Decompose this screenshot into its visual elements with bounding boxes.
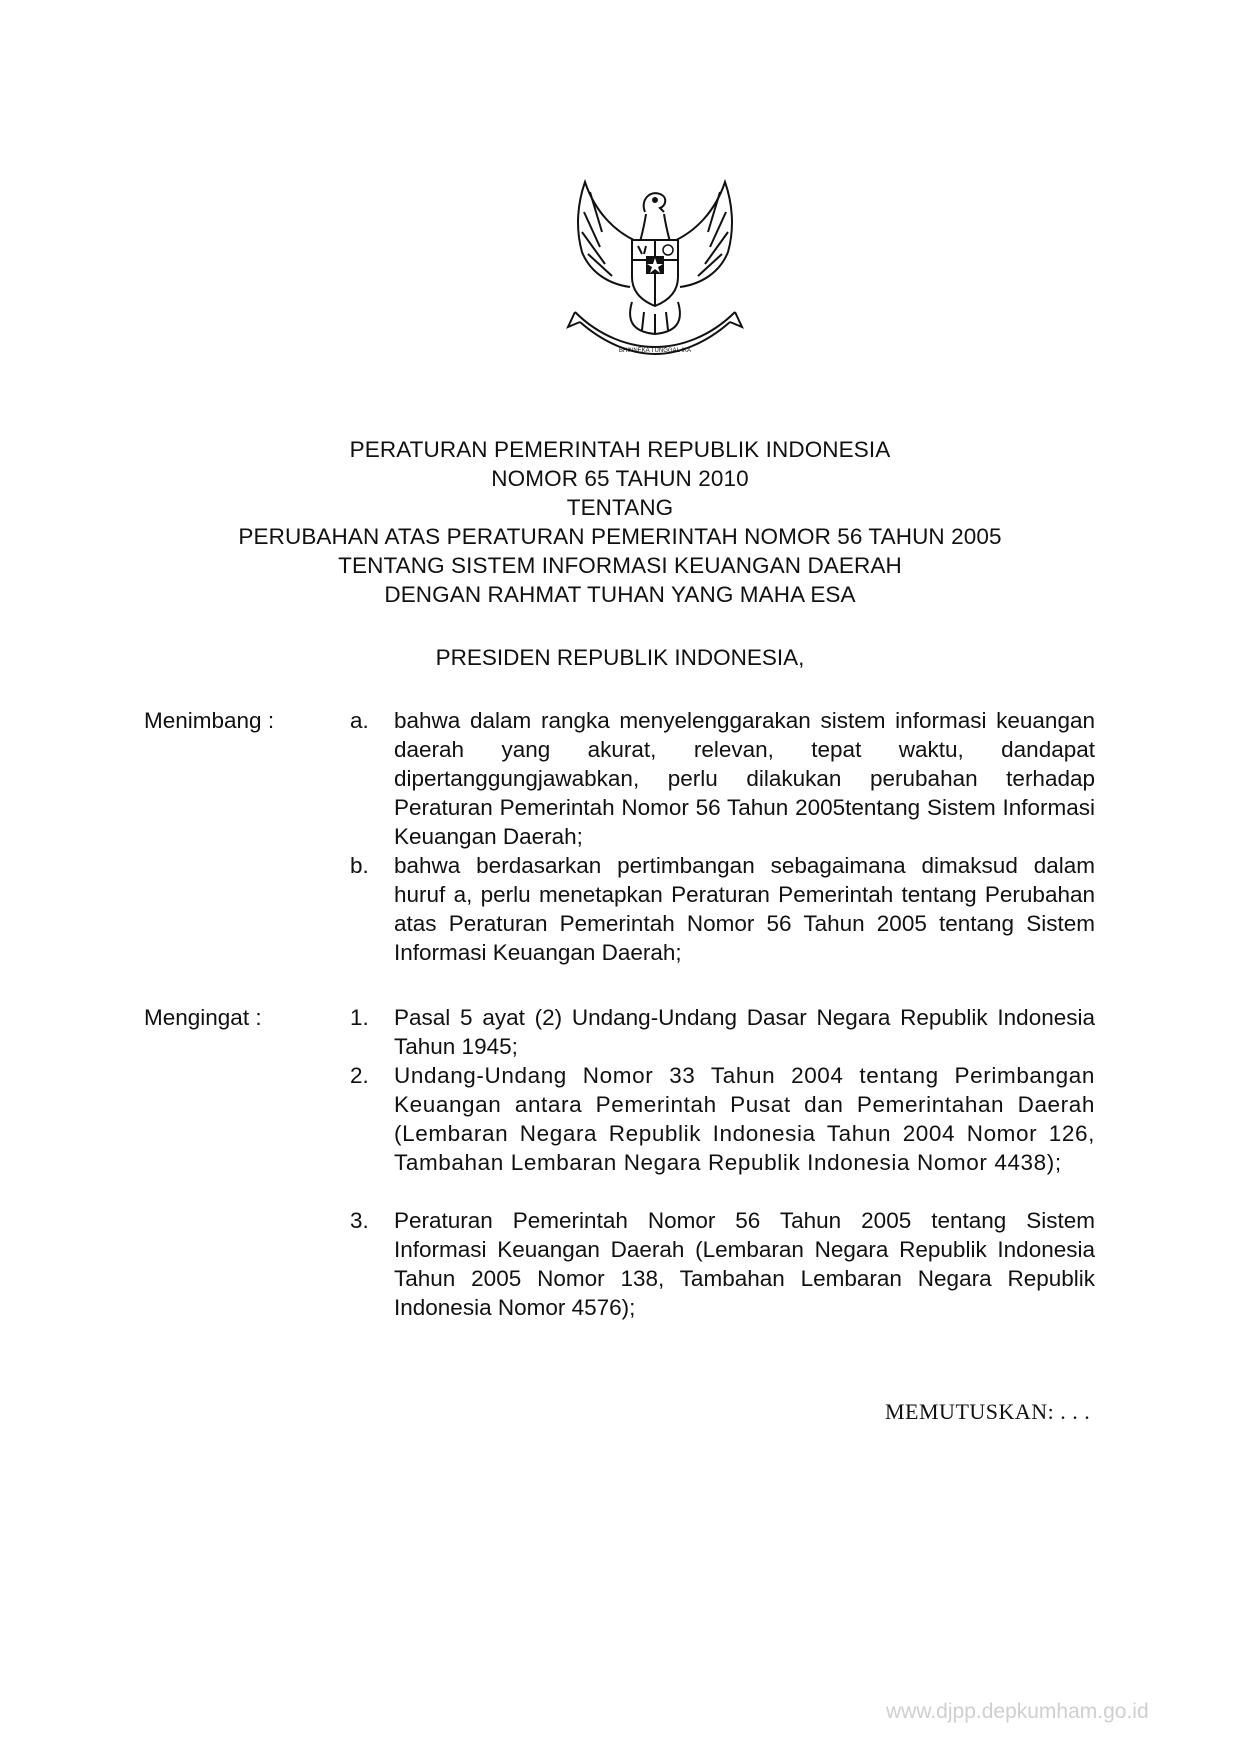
title-line: DENGAN RAHMAT TUHAN YANG MAHA ESA (384, 582, 856, 607)
title-line: NOMOR 65 TAHUN 2010 (491, 466, 749, 491)
item-marker: b. (350, 853, 369, 878)
garuda-emblem (560, 172, 750, 372)
item-marker: 1. (350, 1005, 369, 1030)
title-line: PERATURAN PEMERINTAH REPUBLIK INDONESIA (349, 437, 891, 462)
item-text: bahwa berdasarkan pertimbangan sebagaimana dimaksud dalam huruf a, perlu menetapkan Peraturan Pemerintah tentang Perubahan atas Peraturan Pemerintah Nomor 56 Tahun 2005 tentang Sistem Informasi Keuangan Daerah; (394, 853, 1095, 965)
watermark: www.djpp.depkumham.go.id (886, 1700, 1149, 1723)
item-marker: 3. (350, 1208, 369, 1233)
menimbang-label: Menimbang : (144, 708, 275, 733)
emblem-motto: BHINNEKA TUNGGAL IKA (618, 348, 692, 354)
title-line: TENTANG (566, 495, 674, 520)
mengingat-label: Mengingat : (144, 1005, 262, 1030)
item-text: bahwa dalam rangka menyelenggarakan sistem informasi keuangan daerah yang akurat, relevan, tepat waktu, dandapat dipertanggungjawabkan, perlu dilakukan perubahan terhadap Peraturan Pemerintah Nomor 56 Tahun 2005tentang Sistem Informasi Keuangan Daerah; (394, 708, 1095, 849)
next-page-catchword: MEMUTUSKAN: . . . (885, 1399, 1091, 1424)
regulation-title (0, 435, 1240, 609)
item-text: Undang-Undang Nomor 33 Tahun 2004 tentang Perimbangan Keuangan antara Pemerintah Pusat dan Pemerintahan Daerah (Lembaran Negara Republik Indonesia Tahun 2004 Nomor 126, Tambahan Lembaran Negara Republik Indonesia Nomor 4438); (394, 1063, 1095, 1175)
item-text: Pasal 5 ayat (2) Undang-Undang Dasar Negara Republik Indonesia Tahun 1945; (394, 1005, 1095, 1059)
item-marker: a. (350, 708, 369, 733)
item-marker: 2. (350, 1063, 369, 1088)
title-line: TENTANG SISTEM INFORMASI KEUANGAN DAERAH (338, 553, 902, 578)
title-line: PERUBAHAN ATAS PERATURAN PEMERINTAH NOMOR 56 TAHUN 2005 (238, 524, 1002, 549)
president-heading: PRESIDEN REPUBLIK INDONESIA, (435, 645, 805, 670)
item-text: Peraturan Pemerintah Nomor 56 Tahun 2005 tentang Sistem Informasi Keuangan Daerah (Lembaran Negara Republik Indonesia Tahun 2005 Nomor 138, Tambahan Lembaran Negara Republik Indonesia Nomor 4576); (394, 1208, 1095, 1320)
